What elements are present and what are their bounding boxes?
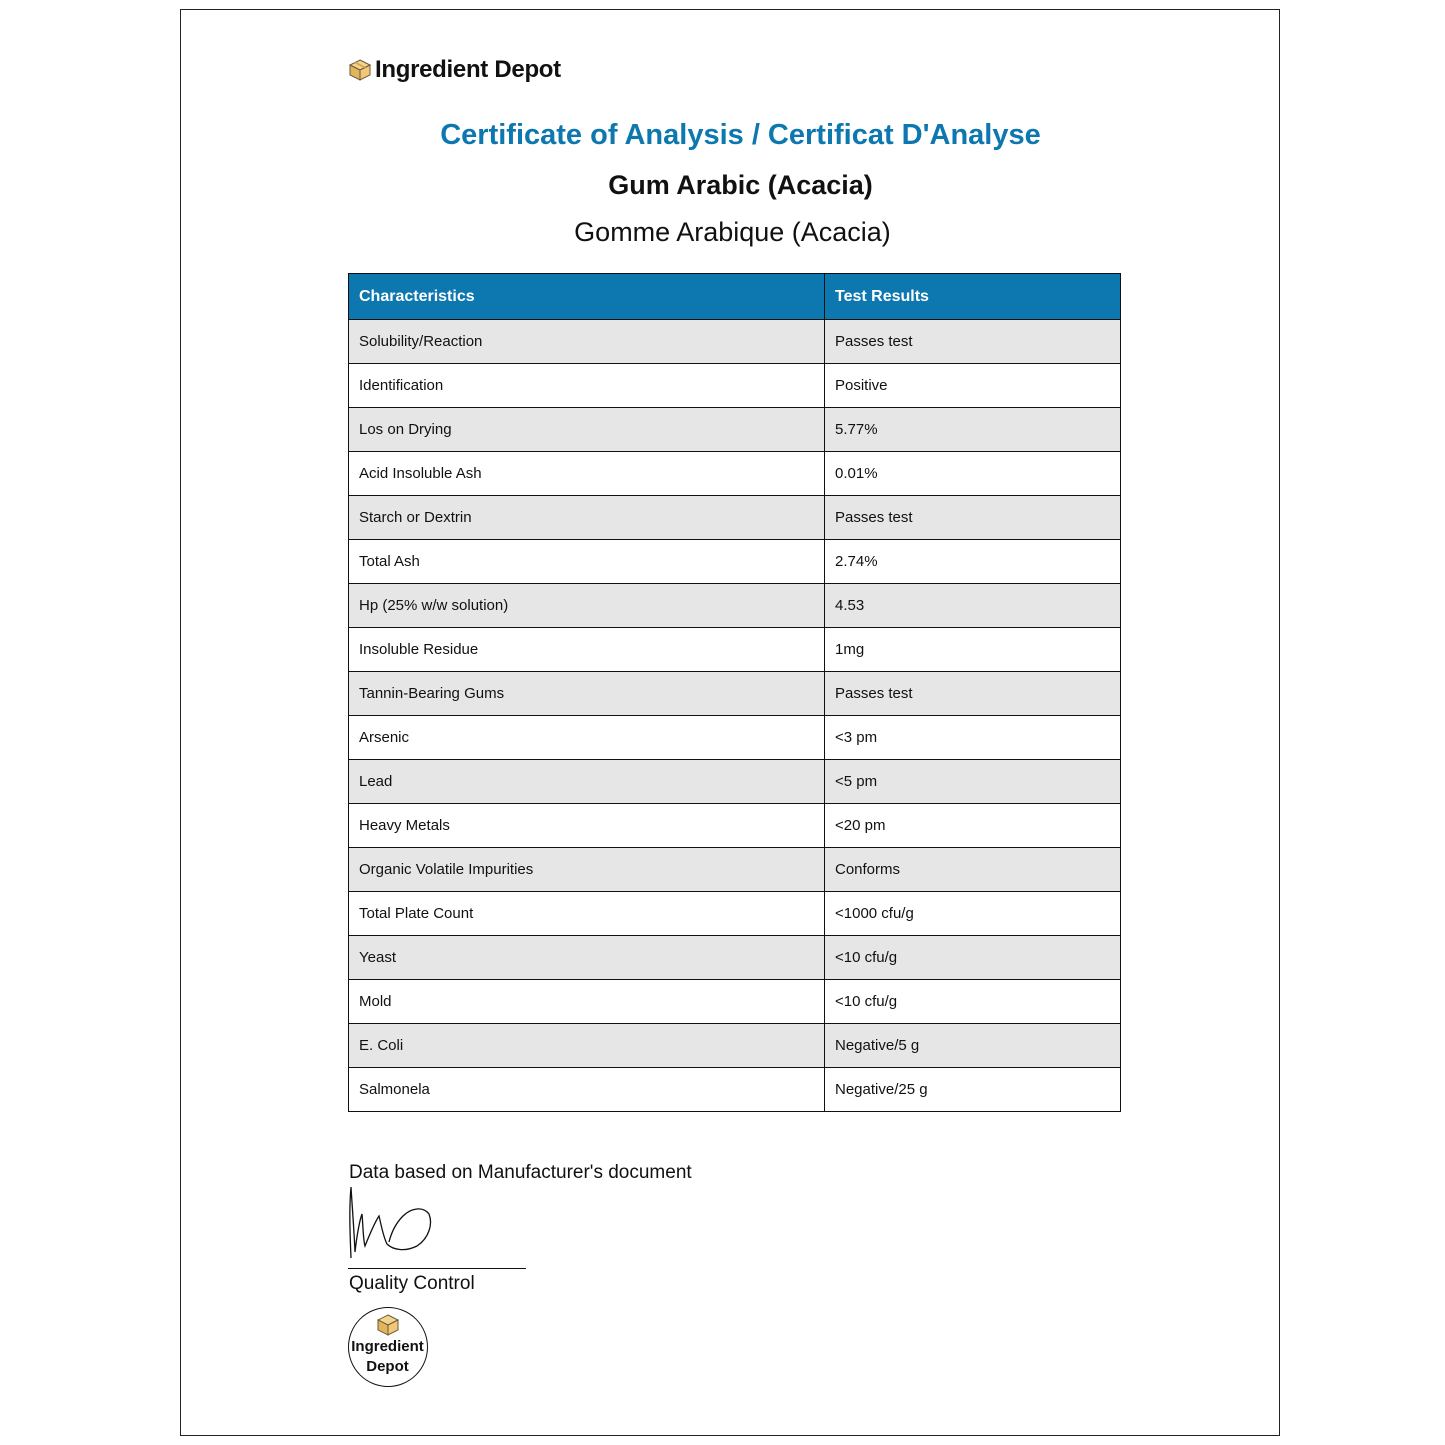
product-name-en: Gum Arabic (Acacia) (608, 170, 873, 200)
test-result-cell: <3 pm (825, 716, 1121, 760)
test-result-cell: Negative/25 g (825, 1068, 1121, 1112)
characteristic-cell: Total Ash (349, 540, 825, 584)
table-row (349, 408, 1121, 452)
test-result-cell: Negative/5 g (825, 1024, 1121, 1068)
company-seal (348, 1307, 428, 1387)
signature-label: Quality Control (349, 1273, 475, 1294)
test-result-cell: <10 cfu/g (825, 980, 1121, 1024)
seal-text (349, 1337, 426, 1377)
table-row (349, 980, 1121, 1024)
table-row (349, 320, 1121, 364)
characteristic-cell: Yeast (349, 936, 825, 980)
table-row (349, 848, 1121, 892)
test-result-cell: 5.77% (825, 408, 1121, 452)
test-result-cell: 1mg (825, 628, 1121, 672)
characteristic-cell: Arsenic (349, 716, 825, 760)
test-result-cell: Positive (825, 364, 1121, 408)
table-row (349, 496, 1121, 540)
seal-line-2: Depot (366, 1358, 409, 1375)
characteristic-cell: Organic Volatile Impurities (349, 848, 825, 892)
characteristic-cell: E. Coli (349, 1024, 825, 1068)
test-result-cell: Passes test (825, 320, 1121, 364)
seal-line-1: Ingredient (351, 1338, 424, 1355)
box-icon (348, 58, 372, 82)
characteristic-cell: Solubility/Reaction (349, 320, 825, 364)
characteristic-cell: Lead (349, 760, 825, 804)
test-result-cell: <20 pm (825, 804, 1121, 848)
characteristic-cell: Mold (349, 980, 825, 1024)
table-row (349, 1068, 1121, 1112)
product-name-fr: Gomme Arabique (Acacia) (574, 217, 891, 247)
table-row (349, 716, 1121, 760)
table-row (349, 540, 1121, 584)
signature-line (348, 1268, 526, 1269)
table-row (349, 672, 1121, 716)
test-result-cell: 0.01% (825, 452, 1121, 496)
table-row (349, 892, 1121, 936)
test-result-cell: 2.74% (825, 540, 1121, 584)
characteristic-cell: Starch or Dextrin (349, 496, 825, 540)
table-body (349, 320, 1121, 1112)
certificate-title: Certificate of Analysis / Certificat D'Analyse (440, 119, 1041, 151)
characteristic-cell: Tannin-Bearing Gums (349, 672, 825, 716)
table-row (349, 760, 1121, 804)
signature-image (345, 1184, 445, 1262)
box-icon (376, 1313, 400, 1337)
characteristic-cell: Identification (349, 364, 825, 408)
test-result-cell: Passes test (825, 496, 1121, 540)
characteristic-cell: Acid Insoluble Ash (349, 452, 825, 496)
table-header-row (349, 274, 1121, 320)
table-row (349, 804, 1121, 848)
characteristic-cell: Hp (25% w/w solution) (349, 584, 825, 628)
table-row (349, 584, 1121, 628)
analysis-table (348, 273, 1121, 1112)
test-result-cell: Conforms (825, 848, 1121, 892)
table-row (349, 628, 1121, 672)
brand-logo (348, 54, 561, 86)
data-source-note: Data based on Manufacturer's document (349, 1162, 692, 1183)
test-result-cell: <10 cfu/g (825, 936, 1121, 980)
table-row (349, 452, 1121, 496)
table-row (349, 364, 1121, 408)
characteristic-cell: Los on Drying (349, 408, 825, 452)
test-result-cell: <5 pm (825, 760, 1121, 804)
test-result-cell: Passes test (825, 672, 1121, 716)
characteristic-cell: Heavy Metals (349, 804, 825, 848)
characteristic-cell: Salmonela (349, 1068, 825, 1112)
test-result-cell: 4.53 (825, 584, 1121, 628)
test-result-cell: <1000 cfu/g (825, 892, 1121, 936)
characteristic-cell: Insoluble Residue (349, 628, 825, 672)
column-header-characteristics: Characteristics (349, 274, 825, 320)
table-row (349, 936, 1121, 980)
brand-name: Ingredient Depot (375, 56, 561, 83)
table-row (349, 1024, 1121, 1068)
column-header-test-results: Test Results (825, 274, 1121, 320)
characteristic-cell: Total Plate Count (349, 892, 825, 936)
